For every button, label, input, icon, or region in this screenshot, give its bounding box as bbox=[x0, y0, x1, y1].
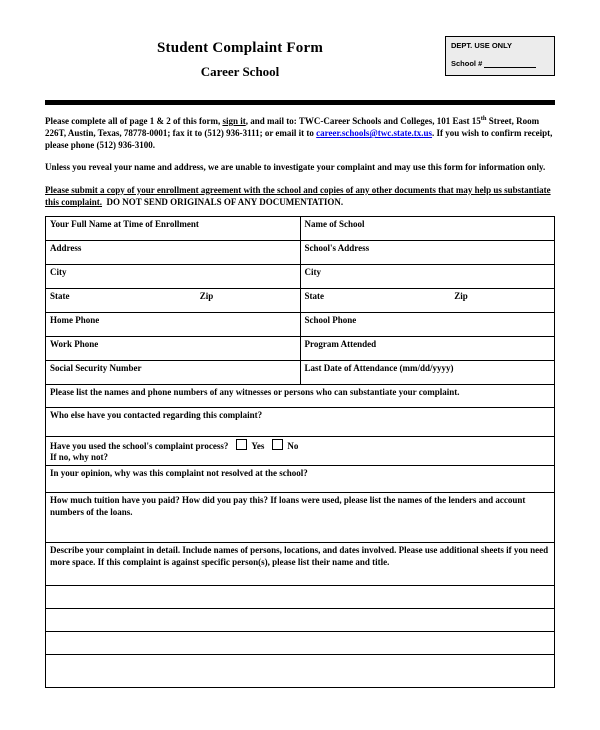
zip-label: Zip bbox=[454, 290, 468, 301]
table-row bbox=[46, 436, 555, 466]
row-tuition-paid[interactable] bbox=[46, 493, 555, 543]
row-describe-complaint[interactable] bbox=[46, 543, 555, 586]
row-complaint-process[interactable] bbox=[46, 436, 555, 466]
row-who-else-contacted[interactable] bbox=[46, 407, 555, 436]
zip-label: Zip bbox=[199, 290, 214, 301]
table-row bbox=[46, 240, 555, 264]
table-row bbox=[46, 216, 555, 240]
table-row bbox=[46, 336, 555, 360]
field-label: Name of School bbox=[304, 218, 365, 229]
table-row bbox=[46, 543, 555, 586]
field-home-phone[interactable] bbox=[46, 312, 301, 336]
field-label: Work Phone bbox=[50, 338, 99, 349]
table-row bbox=[46, 632, 555, 655]
school-number-label: School # bbox=[451, 59, 483, 68]
field-school-state-zip[interactable] bbox=[300, 288, 555, 312]
table-row bbox=[46, 407, 555, 436]
field-label: School Phone bbox=[304, 314, 357, 325]
field-city[interactable] bbox=[46, 264, 301, 288]
field-label: Your Full Name at Time of Enrollment bbox=[50, 218, 199, 229]
yes-checkbox[interactable] bbox=[236, 439, 247, 450]
header-divider-rule bbox=[45, 100, 555, 105]
row-opinion-not-resolved[interactable] bbox=[46, 466, 555, 493]
enrollment-agreement-underlined: Please submit a copy of your enrollment agreement with the school and copies of any other documents that may help us substantiate this complaint. bbox=[45, 184, 551, 207]
field-label: Describe your complaint in detail. Include names of persons, locations, and dates involved. Please use additional sheets if you need more space. If this complaint is against specific person(s), please list their name and title. bbox=[50, 545, 549, 567]
table-row bbox=[46, 466, 555, 493]
field-school-city[interactable] bbox=[300, 264, 555, 288]
instructions-segment: , and mail to: TWC-Career Schools and Colleges, 101 East 15 bbox=[245, 116, 481, 126]
field-program-attended[interactable] bbox=[300, 336, 555, 360]
dept-use-only-box bbox=[445, 36, 555, 76]
field-label: How much tuition have you paid? How did you pay this? If loans were used, please list the names of the lenders and account numbers of the loans. bbox=[50, 495, 526, 517]
instructions-segment: Street, Room 226T, Austin, Texas, 78778-0001; fax it to (512) 936-3111; or email it to bbox=[45, 116, 540, 139]
field-label: In your opinion, why was this complaint not resolved at the school? bbox=[50, 468, 308, 479]
field-work-phone[interactable] bbox=[46, 336, 301, 360]
form-header bbox=[45, 34, 555, 88]
field-label: Home Phone bbox=[50, 314, 100, 325]
instructions-segment: . If you wish to confirm receipt, please phone (512) 936-3100. bbox=[45, 128, 553, 151]
no-checkbox[interactable] bbox=[272, 439, 283, 450]
field-school-address[interactable] bbox=[300, 240, 555, 264]
sign-it-emphasis: sign it bbox=[222, 116, 246, 126]
write-in-row-1[interactable] bbox=[46, 586, 555, 609]
table-row bbox=[46, 264, 555, 288]
complaint-form-table bbox=[45, 216, 555, 689]
field-label: City bbox=[304, 266, 321, 277]
field-label: Address bbox=[50, 242, 82, 253]
school-number-row bbox=[451, 59, 549, 68]
field-state-zip[interactable] bbox=[46, 288, 301, 312]
school-number-blank[interactable] bbox=[484, 59, 536, 68]
anonymity-notice-paragraph: Unless you reveal your name and address, we are unable to investigate your complaint and may use this form for information only. bbox=[45, 162, 546, 173]
form-title: Student Complaint Form bbox=[156, 40, 324, 56]
title-block bbox=[45, 40, 435, 80]
instructions-segment: Please complete all of page 1 & 2 of this form, bbox=[45, 116, 223, 126]
field-label: Who else have you contacted regarding this complaint? bbox=[50, 409, 263, 420]
yes-label: Yes bbox=[251, 440, 265, 451]
field-social-security-number[interactable] bbox=[46, 360, 301, 384]
field-full-name-at-enrollment[interactable] bbox=[46, 216, 301, 240]
ordinal-suffix: th bbox=[480, 115, 487, 122]
form-subtitle: Career School bbox=[200, 64, 280, 79]
table-row bbox=[46, 586, 555, 609]
field-label: Please list the names and phone numbers of any witnesses or persons who can substantiate your complaint. bbox=[50, 386, 460, 397]
field-label: School's Address bbox=[304, 242, 370, 253]
email-link[interactable]: career.schools@twc.state.tx.us bbox=[316, 128, 433, 139]
field-last-date-of-attendance[interactable] bbox=[300, 360, 555, 384]
dept-use-only-label: DEPT. USE ONLY bbox=[451, 41, 512, 50]
complaint-process-question: Have you used the school's complaint process? bbox=[50, 440, 229, 451]
table-row bbox=[46, 360, 555, 384]
field-label: Program Attended bbox=[304, 338, 377, 349]
mailing-instructions-paragraph bbox=[45, 115, 555, 151]
field-name-of-school[interactable] bbox=[300, 216, 555, 240]
if-no-why-not-label: If no, why not? bbox=[50, 452, 109, 463]
write-in-row-3[interactable] bbox=[46, 632, 555, 655]
table-row bbox=[46, 655, 555, 688]
write-in-row-4[interactable] bbox=[46, 655, 555, 688]
table-row bbox=[46, 312, 555, 336]
table-row bbox=[46, 609, 555, 632]
do-not-send-warning: DO NOT SEND ORIGINALS OF ANY DOCUMENTATION. bbox=[106, 196, 344, 207]
state-label: State bbox=[50, 290, 70, 301]
state-label: State bbox=[304, 290, 324, 301]
no-label: No bbox=[287, 440, 299, 451]
enrollment-agreement-paragraph bbox=[45, 184, 555, 208]
field-address[interactable] bbox=[46, 240, 301, 264]
field-label: Social Security Number bbox=[50, 362, 142, 373]
field-label: Last Date of Attendance (mm/dd/yyyy) bbox=[304, 362, 454, 373]
table-row bbox=[46, 493, 555, 543]
field-school-phone[interactable] bbox=[300, 312, 555, 336]
write-in-row-2[interactable] bbox=[46, 609, 555, 632]
table-row bbox=[46, 384, 555, 407]
table-row bbox=[46, 288, 555, 312]
field-label: City bbox=[50, 266, 67, 277]
row-witnesses[interactable] bbox=[46, 384, 555, 407]
